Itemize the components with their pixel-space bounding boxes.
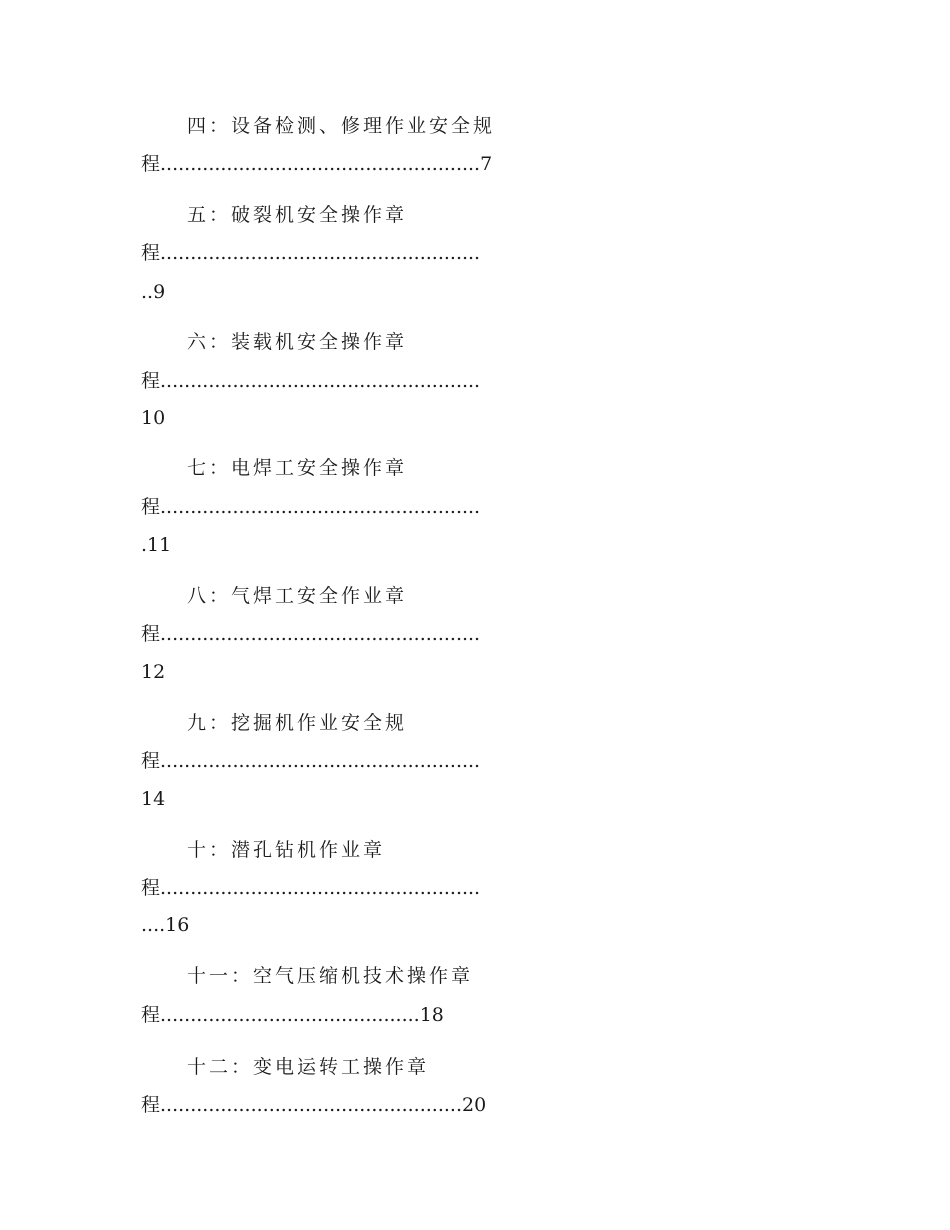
toc-heading: 九：挖掘机作业安全规 (187, 712, 408, 734)
toc-heading: 七：电焊工安全操作章 (187, 457, 408, 479)
toc-heading: 五：破裂机安全操作章 (187, 204, 408, 226)
toc-leader-line: 程..................................................... (141, 370, 481, 392)
toc-heading: 十一：空气压缩机技术操作章 (187, 965, 474, 987)
toc-page-number: 12 (141, 661, 166, 683)
toc-heading: 八：气焊工安全作业章 (187, 585, 408, 607)
toc-page-number: 14 (141, 788, 166, 810)
toc-leader-line: 程..................................................20 (141, 1094, 487, 1116)
toc-leader-line: 程..................................................... (141, 242, 481, 264)
toc-leader-line: 程..................................................... (141, 496, 481, 518)
toc-leader-line: 程...........................................18 (141, 1004, 444, 1026)
toc-heading: 十：潜孔钻机作业章 (187, 839, 386, 861)
toc-leader-line: 程..................................................... (141, 877, 481, 899)
toc-heading: 四：设备检测、修理作业安全规 (187, 115, 496, 137)
toc-leader-line: 程..................................................... (141, 623, 481, 645)
toc-page-number: .11 (141, 534, 172, 556)
toc-page-number: ....16 (141, 914, 190, 936)
toc-leader-line: 程..................................................... (141, 750, 481, 772)
toc-leader-line: 程.....................................................7 (141, 153, 493, 175)
toc-heading: 十二：变电运转工操作章 (187, 1056, 430, 1078)
toc-heading: 六：装载机安全操作章 (187, 331, 408, 353)
toc-page-number: 10 (141, 407, 166, 429)
toc-page-number: ..9 (141, 281, 166, 303)
